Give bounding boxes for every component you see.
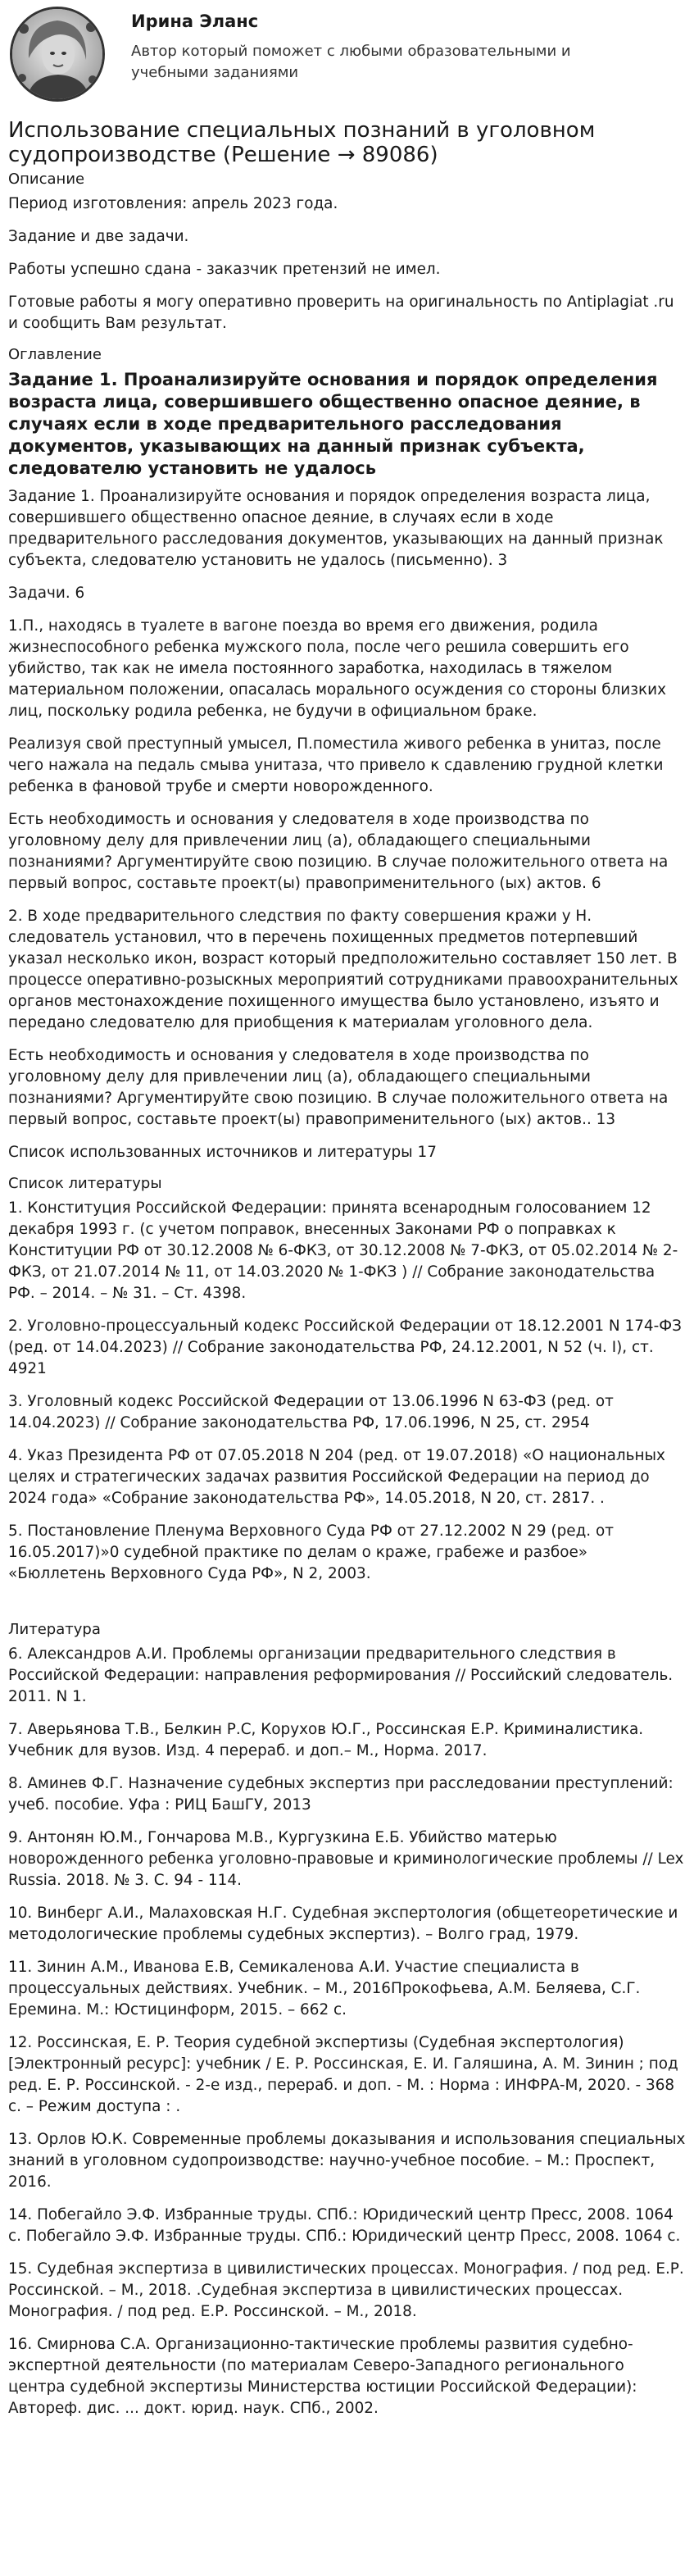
literature-item: 13. Орлов Ю.К. Современные проблемы доказывания и использования специальных знаний в уголовном судопроизводстве: научно-учебное пособие. – М.: Проспект, 2016. [8, 2131, 686, 2191]
avatar-photo-icon [12, 9, 102, 99]
literature-item: 8. Аминев Ф.Г. Назначение судебных экспертиз при расследовании преступлений: учеб. пособие. Уфа : РИЦ БашГУ, 2013 [8, 1775, 674, 1814]
description-paragraph: Задание и две задачи. [8, 228, 189, 245]
author-description: Автор который поможет с любыми образовательными и учебными заданиями [131, 43, 571, 81]
literature-item: 10. Винберг А.И., Малаховская Н.Г. Судебная экспертология (общетеоретические и методологические проблемы судебных экспертиз). – Волго град, 1979. [8, 1905, 678, 1943]
toc-item: Есть необходимость и основания у следователя в ходе производства по уголовному делу для привлечении лиц (а), обладающего специальными познаниями? Аргументируйте свою позицию. В случае положительного ответа на первый вопрос, составьте проект(ы) правоприменительного (ых) актов. 6 [8, 811, 669, 892]
literature-item: 7. Аверьянова Т.В., Белкин Р.С, Корухов Ю.Г., Россинская Е.Р. Криминалистика. Учебник для вузов. Изд. 4 перераб. и доп.– М., Норма. 2017. [8, 1721, 644, 1759]
author-info [131, 7, 639, 84]
page-title: Использование специальных познаний в уголовном судопроизводстве (Решение → 89086) [8, 118, 596, 167]
author-name[interactable]: Ирина Эланс [131, 11, 259, 31]
toc-item: Реализуя свой преступный умысел, П.поместила живого ребенка в унитаз, после чего нажала на педаль смыва унитаза, что привело к сдавлению грудной клетки ребенка в фановой трубе и смерти новорожденного. [8, 735, 664, 795]
source-item: 5. Постановление Пленума Верховного Суда РФ от 27.12.2002 N 29 (ред. от 16.05.2017)»0 судебной практике по делам о краже, грабеже и разбое» «Бюллетень Верховного Суда РФ», N 2, 2003. [8, 1522, 614, 1582]
toc-item: 2. В ходе предварительного следствия по факту совершения кражи у Н. следователь установил, что в перечень похищенных предметов потерпевший указал несколько икон, возраст который предположительно составляет 150 лет. В процессе оперативно-розыскных мероприятий сотрудниками правоохранительных органов местонахождение похищенного имущества было установлено, изъято и передано следователю для приобщения к материалам уголовного дела. [8, 908, 678, 1031]
literature-item: 12. Россинская, Е. Р. Теория судебной экспертизы (Судебная экспертология) [Электронный ресурс]: учебник / Е. Р. Россинская, Е. И. Галяшина, А. М. Зинин ; под ред. Е. Р. Россинской. - 2-е изд., перераб. и доп. - М. : Норма : ИНФРА-М, 2020. - 368 с. – Режим доступа : . [8, 2034, 678, 2115]
literature2-label: Литература [8, 1621, 101, 1638]
description-paragraph: Период изготовления: апрель 2023 года. [8, 195, 338, 212]
description-paragraph: Готовые работы я могу оперативно проверить на оригинальность по Antiplagiat .ru и сообщить Вам результат. [8, 294, 674, 332]
description-paragraph: Работы успешно сдана - заказчик претензий не имел. [8, 261, 441, 278]
avatar[interactable] [10, 7, 105, 102]
literature-item: 14. Побегайло Э.Ф. Избранные труды. СПб.: Юридический центр Пресс, 2008. 1064 с. Побегайло Э.Ф. Избранные труды. СПб.: Юридический центр Пресс, 2008. 1064 с. [8, 2206, 681, 2245]
source-item: 3. Уголовный кодекс Российской Федерации от 13.06.1996 N 63-ФЗ (ред. от 14.04.2023) // Собрание законодательства РФ, 17.06.1996, N 25, ст. 2954 [8, 1393, 614, 1431]
literature-item: 11. Зинин А.М., Иванова Е.В, Семикаленова А.И. Участие специалиста в процессуальных действиях. Учебник. – М., 2016Прокофьева, А.М. Беляева, С.Г. Еремина. М.: Юстицинформ, 2015. – 662 с. [8, 1959, 641, 2018]
toc-item: Задачи. 6 [8, 585, 85, 602]
toc-label: Оглавление [8, 346, 102, 363]
literature-item: 6. Александров А.И. Проблемы организации предварительного следствия в Российской Федерации: направления реформирования // Российский следователь. 2011. N 1. [8, 1645, 674, 1705]
source-item: 1. Конституция Российской Федерации: принята всенародным голосованием 12 декабря 1993 г. (с учетом поправок, внесенных Законами РФ о поправках к Конституции РФ от 30.12.2008 № 6-ФКЗ, от 30.12.2008 № 7-ФКЗ, от 05.02.2014 № 2-ФКЗ, от 21.07.2014 № 11, от 14.03.2020 № 1-ФКЗ ) // Собрание законодательства РФ. – 2014. – № 31. – Ст. 4398. [8, 1199, 678, 1302]
toc-item: Задание 1. Проанализируйте основания и порядок определения возраста лица, совершившего общественно опасное деяние, в случаях если в ходе предварительного расследования документов, указывающих на данный признак субъекта, следователю установить не удалось (письменно). 3 [8, 488, 664, 569]
literature-item: 9. Антонян Ю.М., Гончарова М.В., Кургузкина Е.Б. Убийство матерью новорожденного ребенка уголовно-правовые и криминологические проблемы // Lex Russia. 2018. № 3. С. 94 - 114. [8, 1829, 684, 1889]
spacer [8, 1596, 686, 1619]
source-item: 2. Уголовно-процессуальный кодекс Российской Федерации от 18.12.2001 N 174-ФЗ (ред. от 14.04.2023) // Собрание законодательства РФ, 24.12.2001, N 52 (ч. I), ст. 4921 [8, 1318, 682, 1377]
toc-item: Есть необходимость и основания у следователя в ходе производства по уголовному делу для привлечении лиц (а), обладающего специальными познаниями? Аргументируйте свою позицию. В случае положительного ответа на первый вопрос, составьте проект(ы) правоприменительного (ых) актов.. 13 [8, 1047, 669, 1128]
source-item: 4. Указ Президента РФ от 07.05.2018 N 204 (ред. от 19.07.2018) «О национальных целях и стратегических задачах развития Российской Федерации на период до 2024 года» «Собрание законодательства РФ», 14.05.2018, N 20, ст. 2817. . [8, 1447, 665, 1507]
literature-item: 15. Судебная экспертиза в цивилистических процессах. Монография. / под ред. Е.Р. Россинской. – М., 2018. .Судебная экспертиза в цивилистических процессах. Монография. / под ред. Е.Р. Россинской. – М., 2018. [8, 2260, 684, 2320]
toc-item: 1.П., находясь в туалете в вагоне поезда во время его движения, родила жизнеспособного ребенка мужского пола, после чего решила совершить его убийство, так как не имела постоянного заработка, находилась в тяжелом материальном положении, опасалась морального осуждения со стороны близких лиц, поскольку родила ребенка, не будучи в официальном браке. [8, 617, 666, 720]
toc-heading: Задание 1. Проанализируйте основания и порядок определения возраста лица, совершившего общественно опасное деяние, в случаях если в ходе предварительного расследования документов, указывающих на данный признак субъекта, следователю установить не удалось [8, 370, 658, 478]
literature-item: 16. Смирнова С.А. Организационно-тактические проблемы развития судебно-экспертной деятельности (по материалам Северо-Западного регионального центра судебной экспертизы Министерства юстиции Российской Федерации): Автореф. дис. ... докт. юрид. наук. СПб., 2002. [8, 2336, 637, 2417]
author-card [8, 0, 686, 108]
description-label: Описание [8, 171, 85, 188]
toc-item: Список использованных источников и литературы 17 [8, 1144, 437, 1161]
literature-label: Список литературы [8, 1175, 162, 1192]
